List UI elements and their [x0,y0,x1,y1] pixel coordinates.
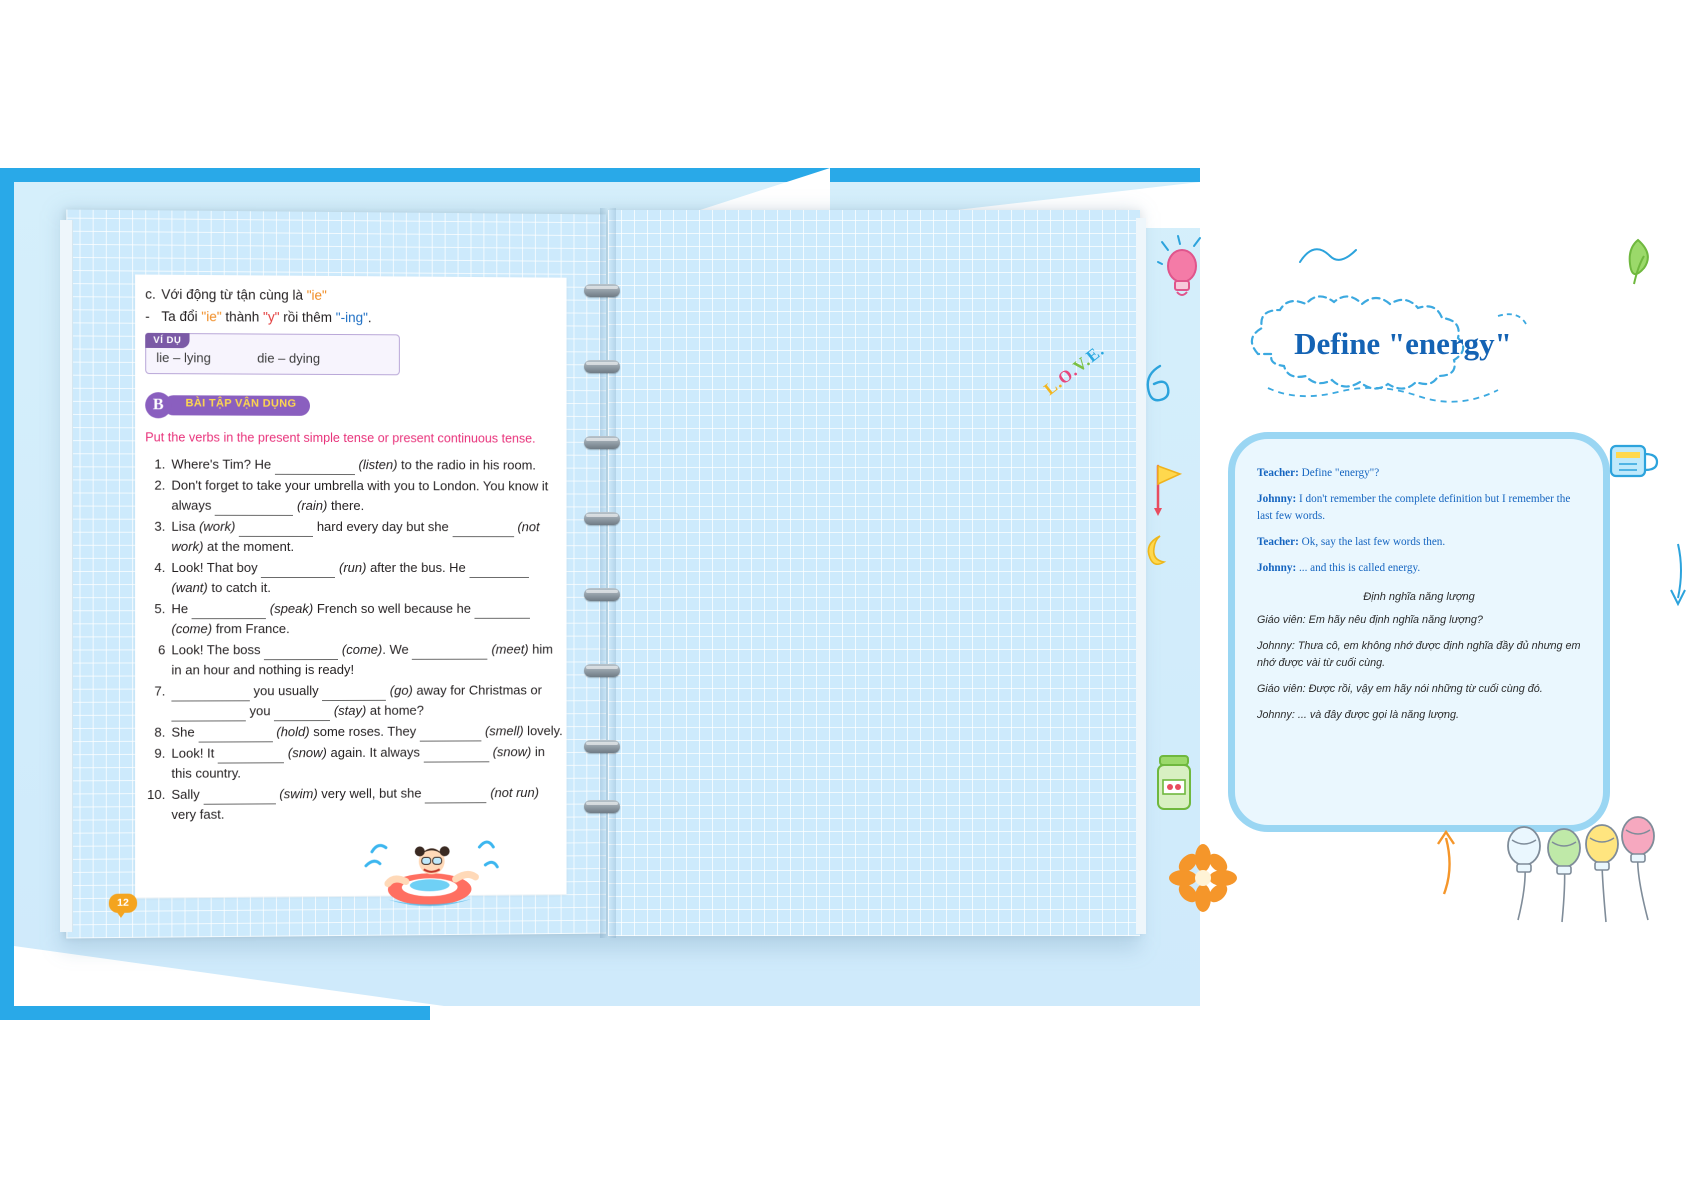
item-text: Don't forget to take your umbrella with you to London. You know it always (rain) there. [171,478,548,513]
dialogue-text: Ok, say the last few words then. [1298,536,1446,548]
spiral-ring [584,664,620,677]
list-item [145,599,564,639]
translation-line: Johnny: ... và đây được gọi là năng lượng. [1257,709,1460,721]
title-cloud [1228,292,1578,402]
list-item [145,476,564,517]
spiral-ring [584,800,620,813]
list-item [145,640,564,681]
rule-quoted-ie: "ie" [306,287,327,303]
flower-icon [1168,846,1238,912]
item-number: 1. [154,456,166,472]
list-item [145,558,564,598]
rule-part-4: "y" [263,309,280,325]
item-number: 6 [158,642,166,658]
left-page-content [145,285,564,827]
leaf-icon [1618,234,1658,294]
dialogue-content [1257,465,1581,724]
item-number: 3. [154,518,166,534]
right-page [608,210,1581,936]
page-number: 12 [117,896,129,909]
rule-part-3: thành [221,309,264,325]
list-item [145,742,564,784]
item-number: 8. [154,724,166,740]
item-number: 4. [154,559,166,576]
list-item [145,721,564,743]
list-item [145,680,564,721]
example-row-1: lie – lying [156,349,211,366]
item-text: Look! The boss (come). We (meet) him in an hour and nothing is ready! [171,641,553,678]
dialogue-speaker: Teacher: [1257,467,1299,479]
love-lettering [1040,340,1108,399]
arrow-up-icon [1428,828,1462,898]
example-row [156,350,389,366]
border-top [0,168,1200,182]
item-number: 2. [154,477,166,493]
border-bottom [0,1006,430,1020]
list-item [145,783,564,825]
translation-title: Định nghĩa năng lượng [1363,591,1475,603]
mug-icon [1603,432,1665,486]
dialogue-card [1228,432,1610,832]
list-item [145,517,564,557]
love-letter: V. [1069,351,1095,377]
item-number: 7. [154,683,166,699]
flag-icon [1148,458,1190,518]
item-text: Lisa (work) hard every day but she (not work) at the moment. [171,518,540,554]
section-letter: B [145,392,171,418]
page-edge-right [1136,218,1146,934]
dialogue-text: ... and this is called energy. [1296,562,1421,574]
arrow-down-icon [1663,540,1693,610]
spiral-ring [584,588,620,601]
jam-jar-icon [1148,750,1204,816]
page-edge-left [60,220,73,932]
open-book [60,196,1581,956]
list-item [145,454,564,475]
love-letter: O. [1054,361,1082,389]
spiral-ring [584,284,620,297]
item-text: Where's Tim? He (listen) to the radio in his room. [171,457,536,473]
item-number: 9. [154,745,166,761]
section-title: BÀI TẬP VẬN DỤNG [185,397,297,410]
example-box [145,333,400,375]
rule-marker-dash: - [145,308,150,324]
dialogue-speaker: Teacher: [1257,536,1299,548]
swirl-icon [1298,242,1358,272]
left-page [66,210,606,939]
translation-line: Giáo viên: Được rồi, vậy em hãy nói những từ cuối cùng đó. [1257,683,1543,695]
border-left [0,168,14,1020]
dialogue-speaker: Johnny: [1257,562,1297,574]
rule-item-c [145,285,564,308]
item-number: 5. [154,601,166,617]
example-tag: VÍ DỤ [145,333,189,348]
rule-part-1: Ta đổi [161,308,202,325]
item-text: Look! It (snow) again. It always (snow) in this country. [171,744,545,781]
rule-part-5: rồi thêm [279,309,336,325]
spiral-ring [584,512,620,525]
item-text: Sally (swim) very well, but she (not run) very fast. [171,784,539,823]
dialogue-speaker: Johnny: [1257,493,1297,505]
dialogue-line [1257,560,1581,577]
dialogue-text: Define "energy"? [1298,467,1380,479]
book-spine [600,208,616,938]
rule-part-7: . [367,310,372,326]
item-text: She (hold) some roses. They (smell) lovely. [171,723,562,740]
rule-text-c: Với động từ tận cùng là [161,286,307,303]
spiral-ring [584,436,620,449]
item-number: 10. [147,786,166,803]
love-letter: L. [1040,373,1066,399]
translation-line: Johnny: Thưa cô, em không nhớ được định nghĩa đầy đủ nhưng em nhớ được vài từ cuối cùng. [1257,640,1581,669]
example-row-2: die – dying [257,350,321,366]
rule-part-6: "-ing" [335,309,368,326]
love-letter: E. [1082,340,1109,367]
dialogue-line [1257,491,1581,525]
dialogue-line [1257,534,1581,551]
exercise-list [145,454,564,825]
spiral-ring [584,360,620,373]
dialogue-line [1257,465,1581,482]
dialogue-text: I don't remember the complete definition but I remember the last few words. [1257,493,1571,522]
translation-line: Giáo viên: Em hãy nêu định nghĩa năng lượng? [1257,614,1483,626]
page-title: Define "energy" [1294,326,1512,361]
item-text: Look! That boy (run) after the bus. He (want) to catch it. [171,560,528,595]
lightbulb-group-icon [1488,800,1688,930]
item-text: you usually (go) away for Christmas or you (stay) at home? [171,682,541,718]
rule-item-dash [145,307,564,330]
rule-marker-c: c. [145,286,156,302]
rule-part-2: "ie" [201,309,222,325]
girl-swimming-illustration [360,821,499,912]
lightbulb-pink-icon [1158,236,1218,306]
page-number-badge [109,894,139,916]
item-text: He (speak) French so well because he (come) from France. [171,601,530,636]
section-header-b [145,392,564,420]
exercise-instruction: Put the verbs in the present simple tense or present continuous tense. [145,430,536,446]
spiral-ring [584,740,620,753]
